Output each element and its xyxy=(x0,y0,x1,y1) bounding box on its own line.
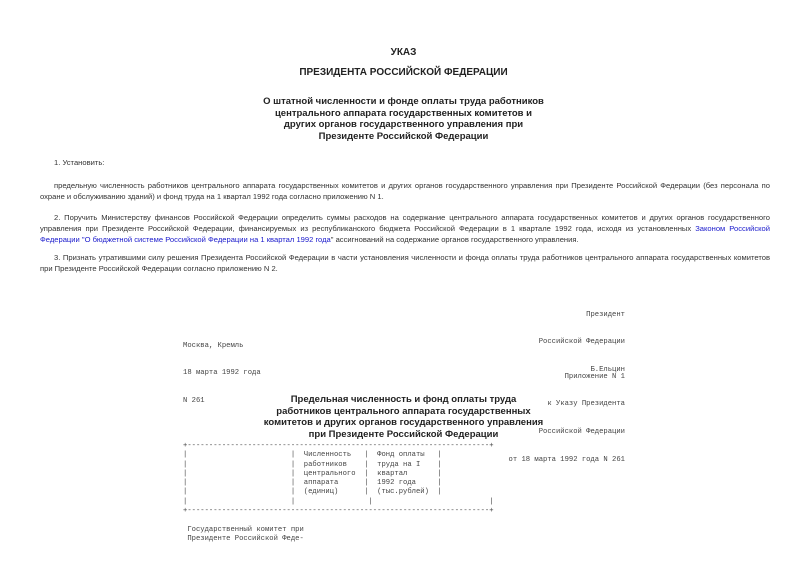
appendix-line: к Указу Президента xyxy=(547,400,625,409)
table-header-row: | | аппарата | 1992 года | xyxy=(183,479,442,488)
paragraph-1a xyxy=(40,180,770,202)
table-row-label xyxy=(183,535,494,544)
decree-subtitle: ПРЕЗИДЕНТА РОССИЙСКОЙ ФЕДЕРАЦИИ xyxy=(299,67,508,78)
signature-line: Президент xyxy=(586,310,625,319)
decree-heading xyxy=(0,96,807,142)
paragraph-1-text: 1. Установить: xyxy=(54,158,105,167)
signature-line: Б.Ельцин xyxy=(590,366,625,375)
paragraph-2-text: 2. Поручить Министерству финансов Российской Федерации определить суммы расходов на содержание центрального аппарата государственных комитетов и других органов государственного управления при Президенте Российской Федерации, финансируемых из республиканского бюджета Российской Федерации в 1 квартале 1992 года, исходя из установленных xyxy=(40,213,770,233)
appendix-line: от 18 марта 1992 года N 261 xyxy=(508,456,625,465)
appendix-line: Приложение N 1 xyxy=(564,372,625,381)
decree-heading-line: Президенте Российской Федерации xyxy=(318,130,489,142)
place-date-line: N 261 xyxy=(183,397,205,406)
paragraph-1 xyxy=(40,157,770,168)
table-border-bottom: +----------------------------------------------------------------------+ xyxy=(183,507,494,516)
table-row-label xyxy=(183,526,494,535)
table-border-top: +----------------------------------------------------------------------+ xyxy=(183,442,494,450)
decree-heading-line: других органов государственного управления при xyxy=(283,119,524,130)
table-header-row: | | центрального | квартал | xyxy=(183,469,442,478)
paragraph-3 xyxy=(40,252,770,274)
paragraph-2 xyxy=(40,212,770,245)
table-col1-header: Численность xyxy=(303,451,352,460)
decree-heading-line: центрального аппарата государственных комитетов и xyxy=(274,107,533,119)
place-date-line: 18 марта 1992 года xyxy=(183,369,261,378)
table-header-row: | | (единиц) | (тыс.рублей) | xyxy=(183,488,442,497)
paragraph-3-text: 3. Признать утратившими силу решения Президента Российской Федерации в части установления численности и фонда оплаты труда работников центрального аппарата государственных комитетов при Президенте Российской Федерации согласно приложению N 2. xyxy=(40,253,770,273)
table-col2-header: Фонд оплаты xyxy=(377,451,425,460)
appendix-line: Российской Федерации xyxy=(538,428,625,437)
signature-line: Российской Федерации xyxy=(538,338,625,347)
paragraph-1a-text: предельную численность работников центрального аппарата государственных комитетов и других органов государственного управления при Президенте Российской Федерации (без персонала по охране и обслуживанию зданий) и фонд труда на 1 квартал 1992 года согласно приложению N 1. xyxy=(40,181,770,201)
paragraph-2-end: " ассигнований на содержание органов государственного управления. xyxy=(330,235,579,244)
decree-heading-line: О штатной численности и фонде оплаты труда работников xyxy=(263,96,544,107)
decree-title: УКАЗ xyxy=(390,47,417,58)
appendix-heading-line: комитетов и других органов государственного управления xyxy=(263,417,544,428)
table-header-row: | | Численность | Фонд оплаты | xyxy=(183,451,442,460)
table-row-label-line: Государственный комитет при xyxy=(187,525,304,534)
appendix-heading-line: работников центрального аппарата государственных xyxy=(276,405,531,417)
appendix-heading-line: Предельная численность и фонд оплаты труда xyxy=(290,394,517,405)
table-header-row: | | работников | труда на I | xyxy=(183,460,442,469)
appendix-heading xyxy=(0,394,807,440)
place-date-line: Москва, Кремль xyxy=(183,341,244,350)
appendix-heading-line: при Президенте Российской Федерации xyxy=(308,428,499,440)
table-border-mid: | | | | xyxy=(183,497,494,506)
table-row-label-line: Президенте Российской Феде- xyxy=(187,534,304,543)
budget-law-link[interactable]: Законом Российской Федерации "О бюджетной системе Российской Федерации на 1 квартал 1992 года xyxy=(40,224,770,244)
staffing-table xyxy=(183,442,494,544)
